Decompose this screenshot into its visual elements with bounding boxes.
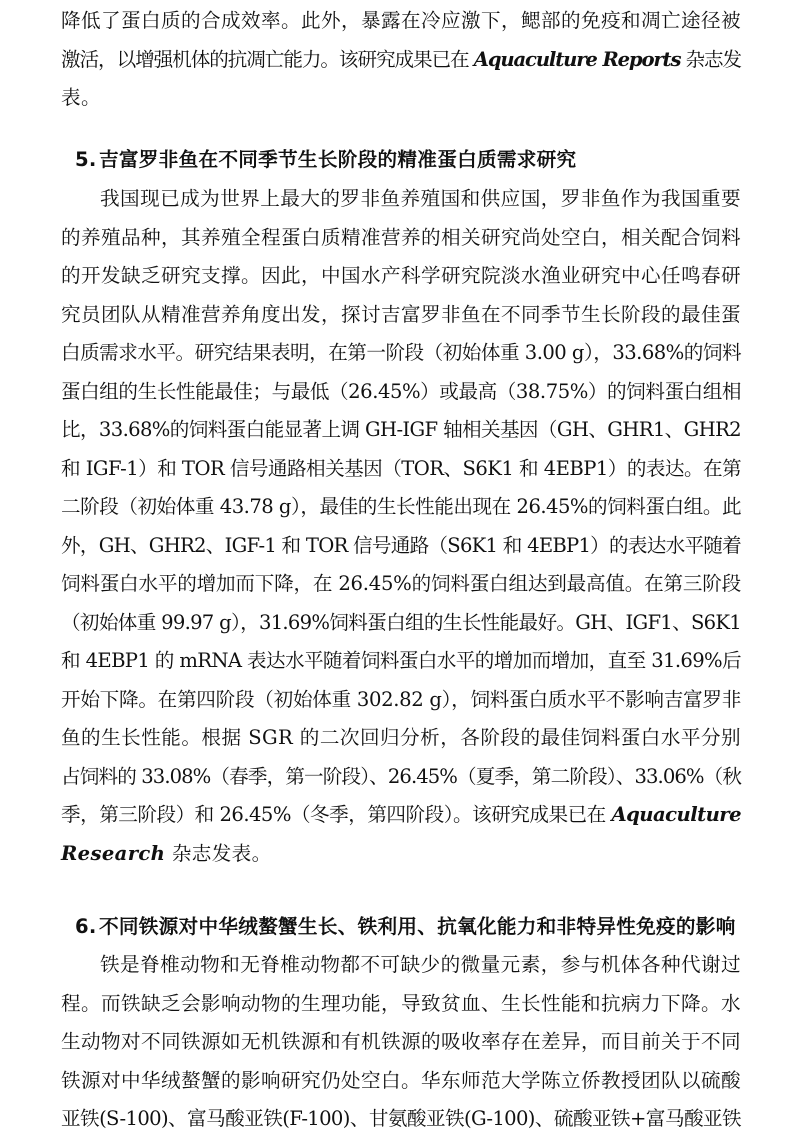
text-line: 饲料蛋白水平的增加而下降，在 26.45%的饲料蛋白组达到最高值。在第三阶段 xyxy=(61,572,741,595)
section-paragraph xyxy=(61,180,741,873)
text-line: 铁源对中华绒螯蟹的影响研究仍处空白。华东师范大学陈立侨教授团队以硫酸 xyxy=(61,1068,741,1092)
section-title: 吉富罗非鱼在不同季节生长阶段的精准蛋白质需求研究 xyxy=(99,148,577,171)
text-segment: 激活，以增强机体的抗凋亡能力。该研究成果已在 xyxy=(61,47,474,71)
text-line: 白质需求水平。研究结果表明，在第一阶段（初始体重 3.00 g），33.68%的饲料 xyxy=(61,341,741,364)
text-line xyxy=(61,796,741,835)
text-line: 生动物对不同铁源如无机铁源和有机铁源的吸收率存在差异，而目前关于不同 xyxy=(61,1030,741,1053)
text-line: 的开发缺乏研究支撑。因此，中国水产科学研究院淡水渔业研究中心任鸣春研 xyxy=(61,264,741,287)
text-line xyxy=(61,41,741,80)
text-line: 和 IGF-1）和 TOR 信号通路相关基因（TOR、S6K1 和 4EBP1）的表达。在第 xyxy=(61,456,742,480)
section-heading xyxy=(61,141,576,180)
text-line: 二阶段（初始体重 43.78 g），最佳的生长性能出现在 26.45%的饲料蛋白组。此 xyxy=(61,495,741,518)
text-line: 的养殖品种，其养殖全程蛋白质精准营养的相关研究尚处空白，相关配合饲料 xyxy=(61,225,741,249)
journal-name: Aquaculture xyxy=(611,803,741,826)
text-line: 亚铁(S-100)、富马酸亚铁(F-100)、甘氨酸亚铁(G-100)、硫酸亚铁+富马酸亚铁 xyxy=(61,1107,741,1130)
text-line: 究员团队从精准营养角度出发，探讨吉富罗非鱼在不同季节生长阶段的最佳蛋 xyxy=(61,302,741,326)
text-line: 降低了蛋白质的合成效率。此外，暴露在冷应激下，鳃部的免疫和凋亡途径被 xyxy=(61,9,741,32)
text-line: 铁是脊椎动物和无脊椎动物都不可缺少的微量元素，参与机体各种代谢过 xyxy=(100,953,741,976)
text-line: 开始下降。在第四阶段（初始体重 302.82 g），饲料蛋白质水平不影响吉富罗非 xyxy=(61,687,741,711)
text-line: 程。而铁缺乏会影响动物的生理功能，导致贫血、生长性能和抗病力下降。水 xyxy=(61,991,741,1015)
text-segment: 季，第三阶段）和 26.45%（冬季，第四阶段）。该研究成果已在 xyxy=(61,803,612,826)
text-line: 和 4EBP1 的 mRNA 表达水平随着饲料蛋白水平的增加而增加，直至 31.69%后 xyxy=(61,649,741,672)
text-line: 比，33.68%的饲料蛋白能显著上调 GH-IGF 轴相关基因（GH、GHR1、GHR2 xyxy=(61,418,741,441)
section-heading xyxy=(61,908,736,947)
text-line: 我国现已成为世界上最大的罗非鱼养殖国和供应国，罗非鱼作为我国重要 xyxy=(100,187,741,210)
previous-section-paragraph xyxy=(61,2,741,118)
text-segment: 杂志发表。 xyxy=(165,841,272,865)
section-number: 6. xyxy=(75,915,97,938)
journal-name: Research xyxy=(61,841,166,865)
section-number: 5. xyxy=(75,148,97,171)
text-line: 表。 xyxy=(61,86,101,109)
text-line: 外，GH、GHR2、IGF-1 和 TOR 信号通路（S6K1 和 4EBP1）的表达水平随着 xyxy=(61,533,741,557)
text-line: 鱼的生长性能。根据 SGR 的二次回归分析，各阶段的最佳饲料蛋白水平分别 xyxy=(61,726,741,749)
text-segment: 杂志发 xyxy=(680,47,741,71)
text-line: （初始体重 99.97 g），31.69%饲料蛋白组的生长性能最好。GH、IGF1、S6K1 xyxy=(61,610,741,634)
text-line xyxy=(61,835,741,874)
journal-name: Aquaculture Reports xyxy=(473,47,681,71)
section-title: 不同铁源对中华绒螯蟹生长、铁利用、抗氧化能力和非特异性免疫的影响 xyxy=(99,915,736,938)
text-line: 占饲料的 33.08%（春季，第一阶段）、26.45%（夏季，第二阶段）、33.06%（秋 xyxy=(61,764,741,788)
text-line: 蛋白组的生长性能最佳；与最低（26.45%）或最高（38.75%）的饲料蛋白组相 xyxy=(61,379,742,403)
section-paragraph xyxy=(61,946,741,1139)
